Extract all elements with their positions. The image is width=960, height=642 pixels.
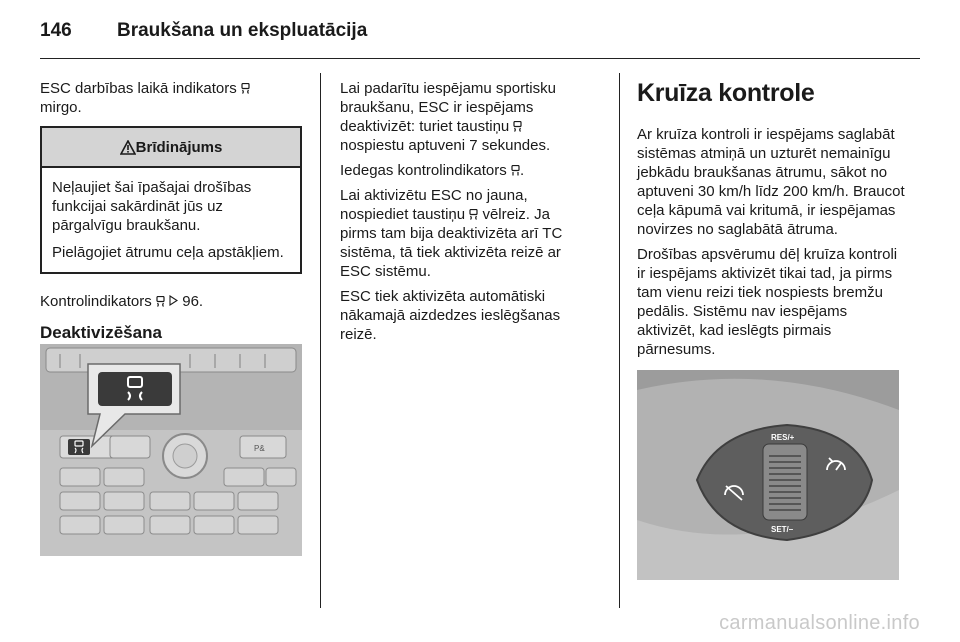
reactivation-paragraph: Lai aktivizētu ESC no jauna, nospiediet taustiņu vēlreiz. Ja pirms tam bija deaktivizēta arī TC sistēma, tā tiek aktivizēta reizē ar ESC sistēmu. [340,187,563,280]
esc-skid-icon [156,296,165,307]
cruise-intro-paragraph: Ar kruīza kontroli ir iespējams saglabāt sistēmas atmiņā un uzturēt nemainīgu jebkādu braukšanas ātrumu, sākot no aptuveni 30 km/h līdz 200 km/h. Braucot ceļa kāpumā vai kritumā, ir iespējamas novirzes no saglabātā ātruma. [637,126,905,238]
page-number: 146 [40,20,72,41]
parking-assist-label: P& [254,444,265,453]
indicator-lights-paragraph: Iedegas kontrolindikators . [340,162,525,179]
steering-cruise-control-figure [637,370,899,580]
watermark: carmanualsonline.info [719,612,920,634]
warning-header [42,128,300,168]
column-3 [637,79,905,365]
set-minus-label: SET/– [771,525,794,534]
column-divider-right [619,73,620,608]
warning-triangle-icon [120,140,136,155]
console-esc-button-figure [40,344,302,556]
page-reference-arrow-icon [169,295,178,306]
warning-box [40,126,302,274]
header-rule [40,58,920,59]
deactivation-paragraph: Lai padarītu iespējamu sportisku braukšanu, ESC ir iespējams deaktivizēt: turiet taustiņu nospiestu aptuveni 7 sekundes. [340,80,556,154]
warning-text-1: Neļaujiet šai īpašajai drošības funkcijai sakārdināt jūs uz pārgalvīgu braukšanu. [52,179,252,234]
page-title: Braukšana un ekspluatācija [117,20,368,41]
res-plus-label: RES/+ [771,433,795,442]
indicator-reference: Kontrolindikators 96. [40,293,204,310]
section-title-cruise-control: Kruīza kontrole [637,79,815,107]
warning-title: Brīdinājums [135,138,223,156]
console-illustration [40,344,302,556]
esc-skid-icon [469,209,478,220]
column-divider-left [320,73,321,608]
esc-indicator-paragraph: ESC darbības laikā indikators mirgo. [40,79,302,117]
section-title-deactivation: Deaktivizēšana [40,323,162,342]
warning-text-2: Pielāgojiet ātrumu ceļa apstākļiem. [52,244,284,261]
auto-activation-paragraph: ESC tiek aktivizēta automātiski nākamajā aizdedzes ieslēgšanas reizē. [340,288,561,343]
esc-skid-icon [241,83,250,94]
steering-illustration [637,370,899,580]
esc-skid-icon [513,121,522,132]
column-2 [340,79,580,350]
esc-off-icon [511,165,520,176]
column-1 [40,79,302,342]
cruise-safety-paragraph: Drošības apsvērumu dēļ kruīza kontroli ir iespējams aktivizēt tikai tad, ja pirms tam vienu reizi tiek nospiests bremžu pedālis. Sistēmu nav iespējams aktivizēt, kad ieslēgts pirmais pārnesums. [637,246,898,358]
